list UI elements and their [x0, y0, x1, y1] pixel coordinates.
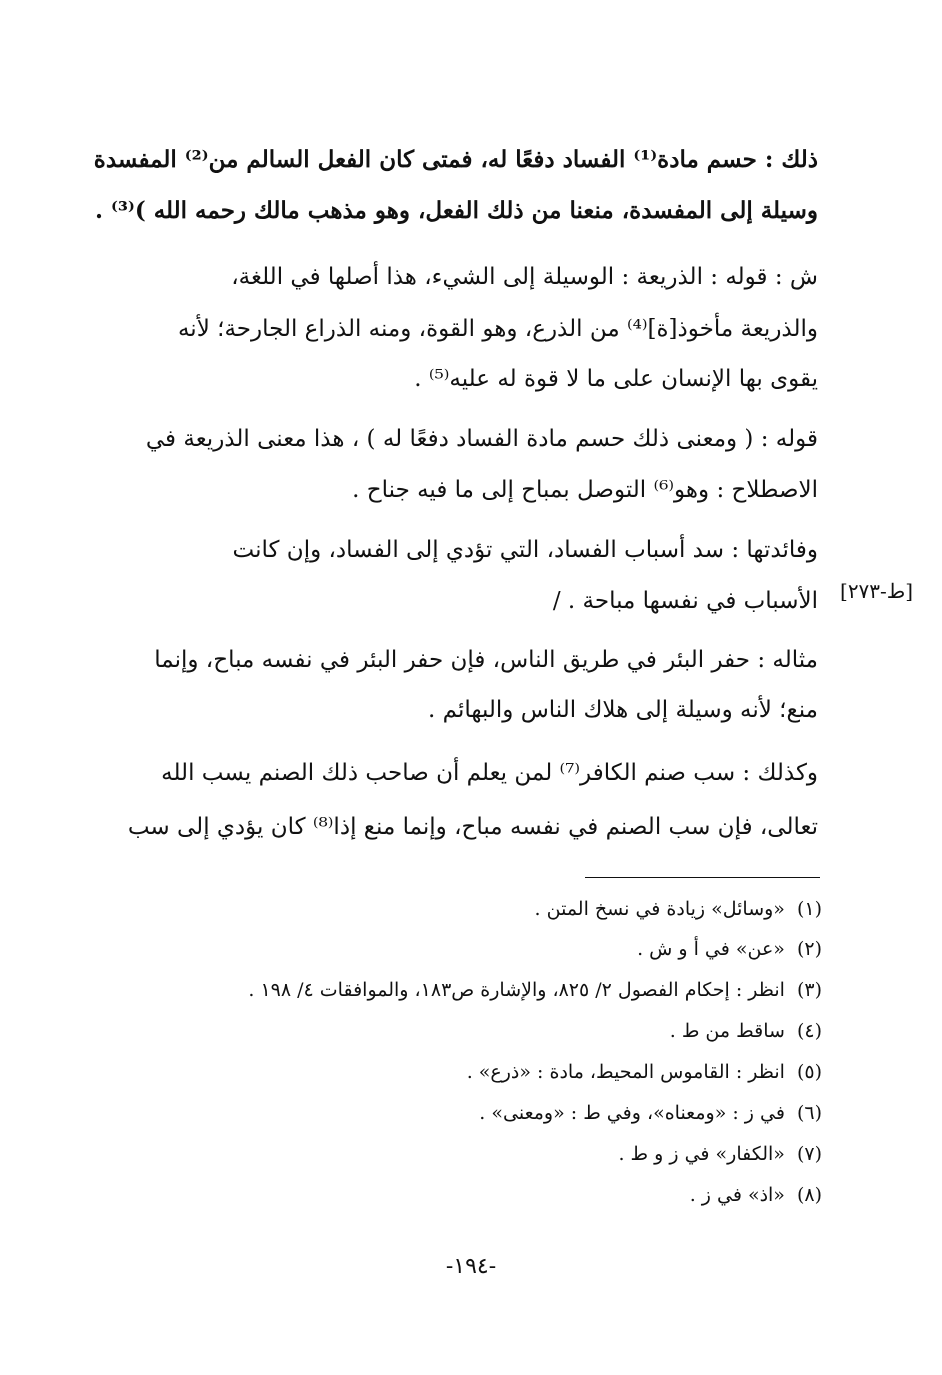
footnote-number: (٦) — [796, 1102, 822, 1124]
footnote-item — [479, 1098, 822, 1128]
footnote-item — [637, 934, 822, 964]
footnote-text: ساقط من ط . — [669, 1020, 785, 1042]
footnote-item — [670, 1016, 822, 1046]
text-line: قوله : ( ومعنى ذلك حسم مادة الفساد دفعًا له ) ، هذا معنى الذريعة في — [145, 426, 818, 452]
footnote-item — [690, 1180, 822, 1210]
footnote-item — [535, 894, 822, 924]
text-line: تعالى، فإن سب الصنم في نفسه مباح، وإنما منع إذا⁽⁸⁾ كان يؤدي إلى سب — [127, 814, 818, 840]
footnote-number: (٥) — [796, 1061, 822, 1083]
footnote-number: (٣) — [796, 979, 822, 1001]
footnote-text: في ز : «ومعناه»، وفي ط : «ومعنى» . — [479, 1102, 785, 1124]
text-line: منع؛ لأنه وسيلة إلى هلاك الناس والبهائم . — [428, 697, 818, 723]
footnote-item — [467, 1057, 822, 1087]
text-line: ش : قوله : الذريعة : الوسيلة إلى الشيء، هذا أصلها في اللغة، — [231, 264, 818, 290]
footnote-item — [618, 1139, 822, 1169]
page-number: -١٩٤- — [445, 1254, 497, 1279]
footnote-number: (١) — [796, 898, 822, 920]
footnote-divider — [585, 877, 820, 878]
text-line: يقوى بها الإنسان على ما لا قوة له عليه⁽⁵⁾ . — [414, 366, 818, 392]
footnote-number: (٧) — [796, 1143, 822, 1165]
footnote-text: «وسائل» زيادة في نسخ المتن . — [534, 898, 785, 920]
footnote-number: (٤) — [796, 1020, 822, 1042]
text-line: وكذلك : سب صنم الكافر⁽⁷⁾ لمن يعلم أن صاحب ذلك الصنم يسب الله — [161, 760, 818, 786]
footnote-text: «الكفار» في ز و ط . — [618, 1143, 785, 1165]
margin-page-reference: [ط-٢٧٣] — [840, 579, 914, 603]
footnote-text: انظر : القاموس المحيط، مادة : «ذرع» . — [466, 1061, 785, 1083]
text-line: وفائدتها : سد أسباب الفساد، التي تؤدي إلى الفساد، وإن كانت — [232, 537, 818, 563]
text-line: مثاله : حفر البئر في طريق الناس، فإن حفر البئر في نفسه مباح، وإنما — [154, 647, 818, 673]
footnote-text: انظر : إحكام الفصول ٢/ ٨٢٥، والإشارة ص١٨٣، والموافقات ٤/ ١٩٨ . — [248, 979, 785, 1001]
footnote-number: (٨) — [796, 1184, 822, 1206]
text-line: وسيلة إلى المفسدة، منعنا من ذلك الفعل، وهو مذهب مالك رحمه الله )⁽³⁾ . — [95, 197, 818, 224]
text-line: الاصطلاح : وهو⁽⁶⁾ التوصل بمباح إلى ما فيه جناح . — [352, 477, 818, 503]
footnote-text: «عن» في أ و ش . — [637, 938, 785, 960]
text-line: الأسباب في نفسها مباحة . / — [552, 588, 818, 614]
footnote-text: «اذ» في ز . — [689, 1184, 785, 1206]
footnote-number: (٢) — [796, 938, 822, 960]
text-line: ذلك : حسم مادة⁽¹⁾ الفساد دفعًا له، فمتى كان الفعل السالم من⁽²⁾ المفسدة — [93, 146, 818, 173]
footnote-item — [248, 975, 822, 1005]
text-line: والذريعة مأخوذ[ة]⁽⁴⁾ من الذرع، وهو القوة، ومنه الذراع الجارحة؛ لأنه — [177, 316, 818, 342]
